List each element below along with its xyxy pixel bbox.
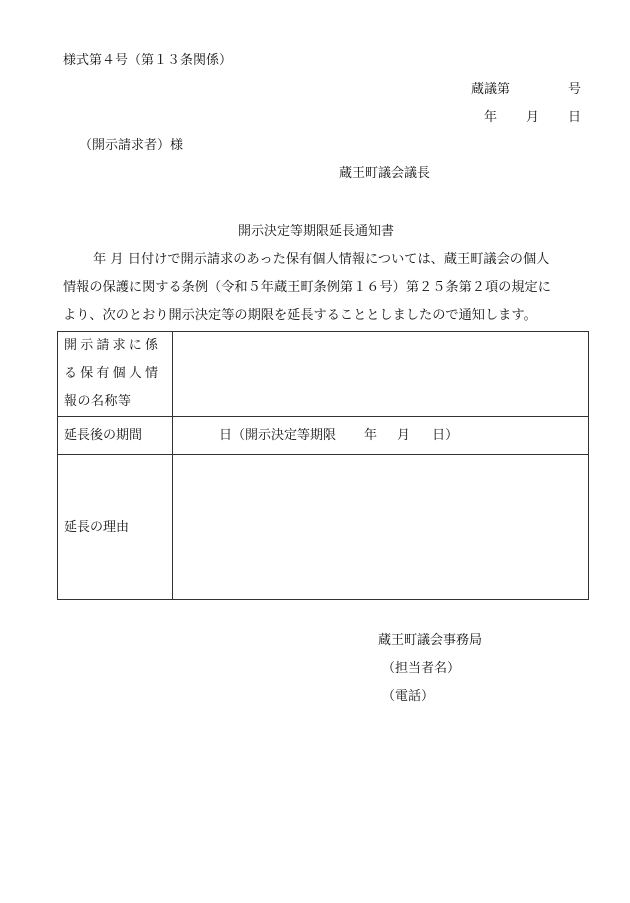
period-month-label: 月 (397, 428, 411, 443)
phone-label: （電話） (382, 689, 435, 704)
period-year-label: 年 (364, 428, 378, 443)
extended-period-label: 延長後の期間 (58, 417, 173, 455)
recipient-line: （開示請求者）様 (79, 138, 184, 153)
date-day-label: 日 (568, 110, 582, 125)
contact-person-label: （担当者名） (382, 661, 461, 676)
extension-reason-value-cell[interactable] (173, 455, 589, 600)
table-row-info-name (58, 332, 589, 417)
info-name-label (64, 332, 164, 416)
extended-period-value-cell[interactable] (173, 417, 589, 455)
date-year-label: 年 (484, 110, 498, 125)
info-name-label-line-2: る保有個人情 (64, 366, 162, 381)
office-name: 蔵王町議会事務局 (378, 633, 483, 648)
table-row-extension-reason (58, 455, 589, 600)
body-text-line-1: 年 月 日付けで開示請求のあった保有個人情報については、蔵王町議会の個人 (93, 252, 550, 267)
body-text-line-3: より、次のとおり開示決定等の期限を延長することとしましたので通知します。 (63, 308, 537, 323)
body-text-line-2: 情報の保護に関する条例（令和５年蔵王町条例第１６号）第２５条第２項の規定に (63, 280, 551, 295)
info-name-label-line-3: 報の名称等 (64, 394, 132, 409)
document-title: 開示決定等期限延長通知書 (238, 224, 395, 239)
extension-reason-label: 延長の理由 (58, 455, 173, 600)
info-name-value-cell[interactable] (173, 332, 589, 417)
document-number-label: 蔵議第 (471, 82, 511, 97)
document-number-suffix: 号 (568, 82, 582, 97)
info-name-label-line-1: 開示請求に係 (64, 338, 162, 353)
notice-form-table (57, 331, 589, 600)
period-deadline-open: （開示決定等期限 (232, 428, 337, 443)
info-name-label-cell (58, 332, 173, 417)
period-deadline-close: 日） (432, 428, 459, 443)
date-month-label: 月 (526, 110, 540, 125)
sender-line: 蔵王町議会議長 (339, 166, 431, 181)
form-number: 様式第４号（第１３条関係） (63, 53, 233, 68)
period-day-label: 日 (219, 428, 233, 443)
body-text-line (63, 253, 585, 266)
table-row-extended-period (58, 417, 589, 455)
